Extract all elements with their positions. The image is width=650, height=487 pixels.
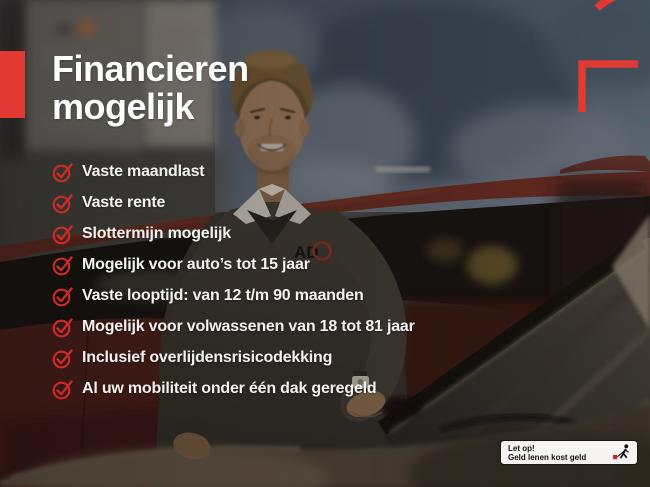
checklist-item-label: Slottermijn mogelijk [82,225,231,242]
credit-warning-line-2: Geld lenen kost geld [508,452,587,462]
check-circle-icon [52,286,73,307]
checklist-item-label: Vaste looptijd: van 12 t/m 90 maanden [82,287,364,304]
page-title [52,50,249,126]
checklist-item [52,255,415,275]
check-circle-icon [52,255,73,276]
title-line-1: Financieren [52,48,249,89]
check-circle-icon [52,162,73,183]
checklist-item-label: Mogelijk voor auto’s tot 15 jaar [82,256,310,273]
check-circle-icon [52,317,73,338]
checklist-item [52,286,415,306]
credit-warning-text [508,444,611,462]
checklist-item-label: Mogelijk voor volwassenen van 18 tot 81 jaar [82,318,415,335]
benefits-checklist [52,162,415,399]
accent-block [0,51,25,118]
checklist-item [52,224,415,244]
checklist-item [52,348,415,368]
check-circle-icon [52,193,73,214]
checklist-item-label: Al uw mobiliteit onder één dak geregeld [82,380,377,397]
money-warning-icon [611,443,633,462]
credit-warning-badge [500,440,638,465]
checklist-item [52,379,415,399]
checklist-item-label: Inclusief overlijdensrisicodekking [82,349,333,366]
check-circle-icon [52,224,73,245]
check-circle-icon [52,379,73,400]
credit-warning-line-1: Let op! [508,443,535,453]
checklist-item [52,193,415,213]
check-circle-icon [52,348,73,369]
checklist-item [52,162,415,182]
checklist-item-label: Vaste rente [82,194,166,211]
checklist-item-label: Vaste maandlast [82,163,205,180]
brand-mark-icon [568,0,650,136]
title-line-2: mogelijk [52,86,195,127]
checklist-item [52,317,415,337]
